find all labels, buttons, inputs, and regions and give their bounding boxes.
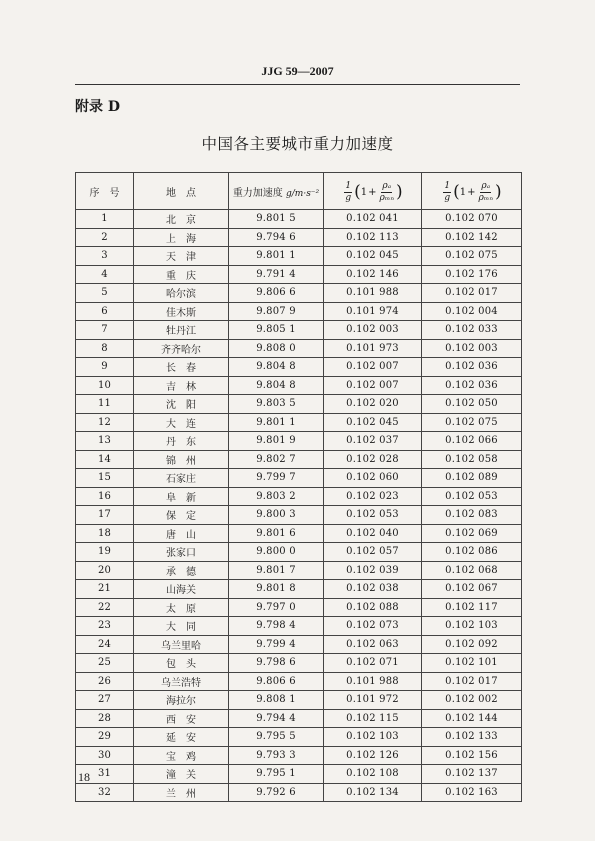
row-formula1-value: 0.102 053 bbox=[324, 506, 422, 525]
row-formula1-value: 0.102 063 bbox=[324, 635, 422, 654]
formula1-num: ρₐ bbox=[382, 180, 392, 191]
row-no: 26 bbox=[76, 672, 134, 691]
row-location: 北 京 bbox=[134, 210, 229, 229]
row-formula2-value: 0.102 017 bbox=[422, 284, 522, 303]
row-formula1-value: 0.101 988 bbox=[324, 672, 422, 691]
row-gravity: 9.800 3 bbox=[229, 506, 324, 525]
row-formula2-value: 0.102 036 bbox=[422, 358, 522, 377]
formula2-num: ρₐ bbox=[481, 180, 491, 191]
row-formula1-value: 0.101 974 bbox=[324, 302, 422, 321]
row-no: 29 bbox=[76, 728, 134, 747]
table-row bbox=[76, 339, 522, 358]
row-gravity: 9.799 4 bbox=[229, 635, 324, 654]
row-gravity: 9.804 8 bbox=[229, 376, 324, 395]
row-location: 太 原 bbox=[134, 598, 229, 617]
row-gravity: 9.801 8 bbox=[229, 580, 324, 599]
row-formula1-value: 0.102 041 bbox=[324, 210, 422, 229]
row-location: 阜 新 bbox=[134, 487, 229, 506]
row-formula1-value: 0.102 071 bbox=[324, 654, 422, 673]
row-location: 丹 东 bbox=[134, 432, 229, 451]
row-location: 山海关 bbox=[134, 580, 229, 599]
row-location: 重 庆 bbox=[134, 265, 229, 284]
row-gravity: 9.797 0 bbox=[229, 598, 324, 617]
table-row bbox=[76, 728, 522, 747]
row-gravity: 9.794 6 bbox=[229, 228, 324, 247]
row-no: 25 bbox=[76, 654, 134, 673]
table-row bbox=[76, 506, 522, 525]
row-formula2-value: 0.102 050 bbox=[422, 395, 522, 414]
row-formula1-value: 0.102 113 bbox=[324, 228, 422, 247]
row-formula2-value: 0.102 086 bbox=[422, 543, 522, 562]
table-row bbox=[76, 413, 522, 432]
row-formula1-value: 0.102 103 bbox=[324, 728, 422, 747]
table-row bbox=[76, 284, 522, 303]
row-no: 15 bbox=[76, 469, 134, 488]
row-formula1-value: 0.102 126 bbox=[324, 746, 422, 765]
row-formula1-value: 0.102 060 bbox=[324, 469, 422, 488]
row-gravity: 9.803 2 bbox=[229, 487, 324, 506]
row-formula1-value: 0.102 040 bbox=[324, 524, 422, 543]
row-no: 22 bbox=[76, 598, 134, 617]
row-formula1-value: 0.102 007 bbox=[324, 358, 422, 377]
row-no: 3 bbox=[76, 247, 134, 266]
row-formula1-value: 0.102 146 bbox=[324, 265, 422, 284]
row-formula2-value: 0.102 176 bbox=[422, 265, 522, 284]
row-no: 23 bbox=[76, 617, 134, 636]
row-gravity: 9.806 6 bbox=[229, 672, 324, 691]
formula2-den: ρₘₙ bbox=[478, 192, 493, 203]
row-gravity: 9.801 5 bbox=[229, 210, 324, 229]
row-location: 潼 关 bbox=[134, 765, 229, 784]
formula1-lead-den: g bbox=[345, 192, 352, 203]
table-row bbox=[76, 543, 522, 562]
row-no: 8 bbox=[76, 339, 134, 358]
row-formula1-value: 0.102 045 bbox=[324, 413, 422, 432]
row-formula2-value: 0.102 033 bbox=[422, 321, 522, 340]
row-location: 哈尔滨 bbox=[134, 284, 229, 303]
row-location: 石家庄 bbox=[134, 469, 229, 488]
row-formula1-value: 0.102 088 bbox=[324, 598, 422, 617]
table-row bbox=[76, 635, 522, 654]
row-location: 大 连 bbox=[134, 413, 229, 432]
row-formula2-value: 0.102 017 bbox=[422, 672, 522, 691]
row-formula1-value: 0.102 023 bbox=[324, 487, 422, 506]
table-row bbox=[76, 395, 522, 414]
row-formula1-value: 0.102 028 bbox=[324, 450, 422, 469]
row-no: 28 bbox=[76, 709, 134, 728]
row-location: 齐齐哈尔 bbox=[134, 339, 229, 358]
table-row bbox=[76, 228, 522, 247]
row-formula2-value: 0.102 075 bbox=[422, 413, 522, 432]
row-location: 大 同 bbox=[134, 617, 229, 636]
row-no: 2 bbox=[76, 228, 134, 247]
row-formula1-value: 0.102 007 bbox=[324, 376, 422, 395]
header-formula-1: $\frac{1}{g}$ ( 1 + $\frac{\text{ρₐ}}{\text{ρₘₙ}}$ ) bbox=[324, 173, 422, 210]
row-formula2-value: 0.102 070 bbox=[422, 210, 522, 229]
row-no: 9 bbox=[76, 358, 134, 377]
row-location: 上 海 bbox=[134, 228, 229, 247]
table-row bbox=[76, 210, 522, 229]
row-formula1-value: 0.102 057 bbox=[324, 543, 422, 562]
row-formula2-value: 0.102 068 bbox=[422, 561, 522, 580]
table-row bbox=[76, 691, 522, 710]
formula2-lead-den: g bbox=[444, 192, 451, 203]
row-location: 延 安 bbox=[134, 728, 229, 747]
table-row bbox=[76, 469, 522, 488]
row-formula1-value: 0.102 003 bbox=[324, 321, 422, 340]
row-no: 31 bbox=[76, 765, 134, 784]
row-no: 16 bbox=[76, 487, 134, 506]
table-row bbox=[76, 672, 522, 691]
row-formula1-value: 0.102 134 bbox=[324, 783, 422, 802]
formula2-plus: + bbox=[467, 186, 476, 198]
header-formula-2: $\frac{1}{g}$ ( 1 + $\frac{\text{ρₐ}}{\text{ρₘₙ}}$ ) bbox=[422, 173, 522, 210]
row-gravity: 9.807 9 bbox=[229, 302, 324, 321]
formula2-lead-num: 1 bbox=[444, 180, 451, 191]
table-row bbox=[76, 654, 522, 673]
formula2-one: 1 bbox=[459, 186, 467, 198]
row-no: 18 bbox=[76, 524, 134, 543]
row-formula1-value: 0.102 020 bbox=[324, 395, 422, 414]
row-gravity: 9.801 1 bbox=[229, 413, 324, 432]
row-formula2-value: 0.102 075 bbox=[422, 247, 522, 266]
table-row bbox=[76, 746, 522, 765]
row-formula2-value: 0.102 053 bbox=[422, 487, 522, 506]
row-formula2-value: 0.102 066 bbox=[422, 432, 522, 451]
row-formula1-value: 0.102 039 bbox=[324, 561, 422, 580]
row-no: 24 bbox=[76, 635, 134, 654]
table-row bbox=[76, 524, 522, 543]
row-formula1-value: 0.102 038 bbox=[324, 580, 422, 599]
row-location: 西 安 bbox=[134, 709, 229, 728]
table-row bbox=[76, 450, 522, 469]
table-row bbox=[76, 487, 522, 506]
row-gravity: 9.802 7 bbox=[229, 450, 324, 469]
row-formula1-value: 0.101 973 bbox=[324, 339, 422, 358]
row-gravity: 9.801 9 bbox=[229, 432, 324, 451]
row-formula2-value: 0.102 092 bbox=[422, 635, 522, 654]
row-location: 沈 阳 bbox=[134, 395, 229, 414]
row-gravity: 9.795 1 bbox=[229, 765, 324, 784]
row-no: 11 bbox=[76, 395, 134, 414]
row-gravity: 9.798 4 bbox=[229, 617, 324, 636]
header-no: 序 号 bbox=[76, 173, 134, 210]
row-no: 32 bbox=[76, 783, 134, 802]
row-location: 吉 林 bbox=[134, 376, 229, 395]
table-row bbox=[76, 561, 522, 580]
table-row bbox=[76, 358, 522, 377]
row-gravity: 9.795 5 bbox=[229, 728, 324, 747]
header-rule bbox=[75, 84, 520, 85]
row-formula2-value: 0.102 089 bbox=[422, 469, 522, 488]
row-no: 6 bbox=[76, 302, 134, 321]
row-no: 14 bbox=[76, 450, 134, 469]
row-no: 21 bbox=[76, 580, 134, 599]
row-location: 长 春 bbox=[134, 358, 229, 377]
row-no: 7 bbox=[76, 321, 134, 340]
row-no: 20 bbox=[76, 561, 134, 580]
table-row bbox=[76, 783, 522, 802]
row-location: 保 定 bbox=[134, 506, 229, 525]
row-no: 27 bbox=[76, 691, 134, 710]
row-formula2-value: 0.102 069 bbox=[422, 524, 522, 543]
row-location: 宝 鸡 bbox=[134, 746, 229, 765]
row-gravity: 9.799 7 bbox=[229, 469, 324, 488]
row-no: 17 bbox=[76, 506, 134, 525]
row-formula2-value: 0.102 103 bbox=[422, 617, 522, 636]
row-location: 乌兰浩特 bbox=[134, 672, 229, 691]
formula1-one: 1 bbox=[360, 186, 368, 198]
row-formula2-value: 0.102 117 bbox=[422, 598, 522, 617]
formula1-plus: + bbox=[368, 186, 377, 198]
row-formula2-value: 0.102 067 bbox=[422, 580, 522, 599]
row-formula1-value: 0.101 972 bbox=[324, 691, 422, 710]
table-row bbox=[76, 765, 522, 784]
row-formula2-value: 0.102 144 bbox=[422, 709, 522, 728]
table-title: 中国各主要城市重力加速度 bbox=[201, 135, 394, 153]
row-formula1-value: 0.102 108 bbox=[324, 765, 422, 784]
table-row bbox=[76, 265, 522, 284]
row-no: 19 bbox=[76, 543, 134, 562]
row-gravity: 9.798 6 bbox=[229, 654, 324, 673]
row-gravity: 9.801 7 bbox=[229, 561, 324, 580]
gravity-table bbox=[75, 172, 522, 802]
table-row bbox=[76, 598, 522, 617]
row-formula2-value: 0.102 163 bbox=[422, 783, 522, 802]
row-formula1-value: 0.102 045 bbox=[324, 247, 422, 266]
row-no: 4 bbox=[76, 265, 134, 284]
row-no: 1 bbox=[76, 210, 134, 229]
row-gravity: 9.791 4 bbox=[229, 265, 324, 284]
row-formula1-value: 0.102 115 bbox=[324, 709, 422, 728]
table-header-row bbox=[76, 173, 522, 210]
row-location: 承 德 bbox=[134, 561, 229, 580]
row-formula2-value: 0.102 004 bbox=[422, 302, 522, 321]
row-gravity: 9.794 4 bbox=[229, 709, 324, 728]
table-row bbox=[76, 247, 522, 266]
row-location: 海拉尔 bbox=[134, 691, 229, 710]
row-location: 牡丹江 bbox=[134, 321, 229, 340]
row-gravity: 9.806 6 bbox=[229, 284, 324, 303]
row-location: 锦 州 bbox=[134, 450, 229, 469]
row-location: 兰 州 bbox=[134, 783, 229, 802]
row-formula2-value: 0.102 101 bbox=[422, 654, 522, 673]
row-gravity: 9.801 1 bbox=[229, 247, 324, 266]
row-formula1-value: 0.102 073 bbox=[324, 617, 422, 636]
row-formula1-value: 0.102 037 bbox=[324, 432, 422, 451]
row-formula2-value: 0.102 036 bbox=[422, 376, 522, 395]
row-location: 张家口 bbox=[134, 543, 229, 562]
header-gravity-unit: g/m·s⁻² bbox=[286, 188, 320, 199]
row-formula2-value: 0.102 002 bbox=[422, 691, 522, 710]
table-row bbox=[76, 376, 522, 395]
row-formula2-value: 0.102 003 bbox=[422, 339, 522, 358]
row-formula2-value: 0.102 156 bbox=[422, 746, 522, 765]
row-gravity: 9.793 3 bbox=[229, 746, 324, 765]
header-gravity bbox=[229, 173, 324, 210]
row-no: 30 bbox=[76, 746, 134, 765]
page-number: 18 bbox=[78, 770, 90, 784]
row-no: 12 bbox=[76, 413, 134, 432]
table-row bbox=[76, 302, 522, 321]
appendix-label: 附录 D bbox=[75, 99, 121, 115]
row-gravity: 9.804 8 bbox=[229, 358, 324, 377]
table-body bbox=[76, 210, 522, 802]
row-no: 10 bbox=[76, 376, 134, 395]
row-location: 唐 山 bbox=[134, 524, 229, 543]
header-gravity-label: 重力加速度 bbox=[232, 187, 283, 199]
row-no: 5 bbox=[76, 284, 134, 303]
row-formula2-value: 0.102 058 bbox=[422, 450, 522, 469]
standard-code: JJG 59—2007 bbox=[261, 64, 334, 78]
row-location: 佳木斯 bbox=[134, 302, 229, 321]
row-location: 包 头 bbox=[134, 654, 229, 673]
row-formula2-value: 0.102 137 bbox=[422, 765, 522, 784]
table-row bbox=[76, 617, 522, 636]
row-gravity: 9.800 0 bbox=[229, 543, 324, 562]
row-formula1-value: 0.101 988 bbox=[324, 284, 422, 303]
row-gravity: 9.801 6 bbox=[229, 524, 324, 543]
table-row bbox=[76, 321, 522, 340]
row-no: 13 bbox=[76, 432, 134, 451]
table-row bbox=[76, 580, 522, 599]
row-formula2-value: 0.102 133 bbox=[422, 728, 522, 747]
formula1-den: ρₘₙ bbox=[379, 192, 394, 203]
row-gravity: 9.792 6 bbox=[229, 783, 324, 802]
formula1-lead-num: 1 bbox=[345, 180, 352, 191]
row-gravity: 9.808 0 bbox=[229, 339, 324, 358]
row-formula2-value: 0.102 083 bbox=[422, 506, 522, 525]
table-row bbox=[76, 432, 522, 451]
table-row bbox=[76, 709, 522, 728]
header-location: 地 点 bbox=[134, 173, 229, 210]
row-formula2-value: 0.102 142 bbox=[422, 228, 522, 247]
row-gravity: 9.803 5 bbox=[229, 395, 324, 414]
row-gravity: 9.805 1 bbox=[229, 321, 324, 340]
row-gravity: 9.808 1 bbox=[229, 691, 324, 710]
row-location: 乌兰里哈 bbox=[134, 635, 229, 654]
row-location: 天 津 bbox=[134, 247, 229, 266]
